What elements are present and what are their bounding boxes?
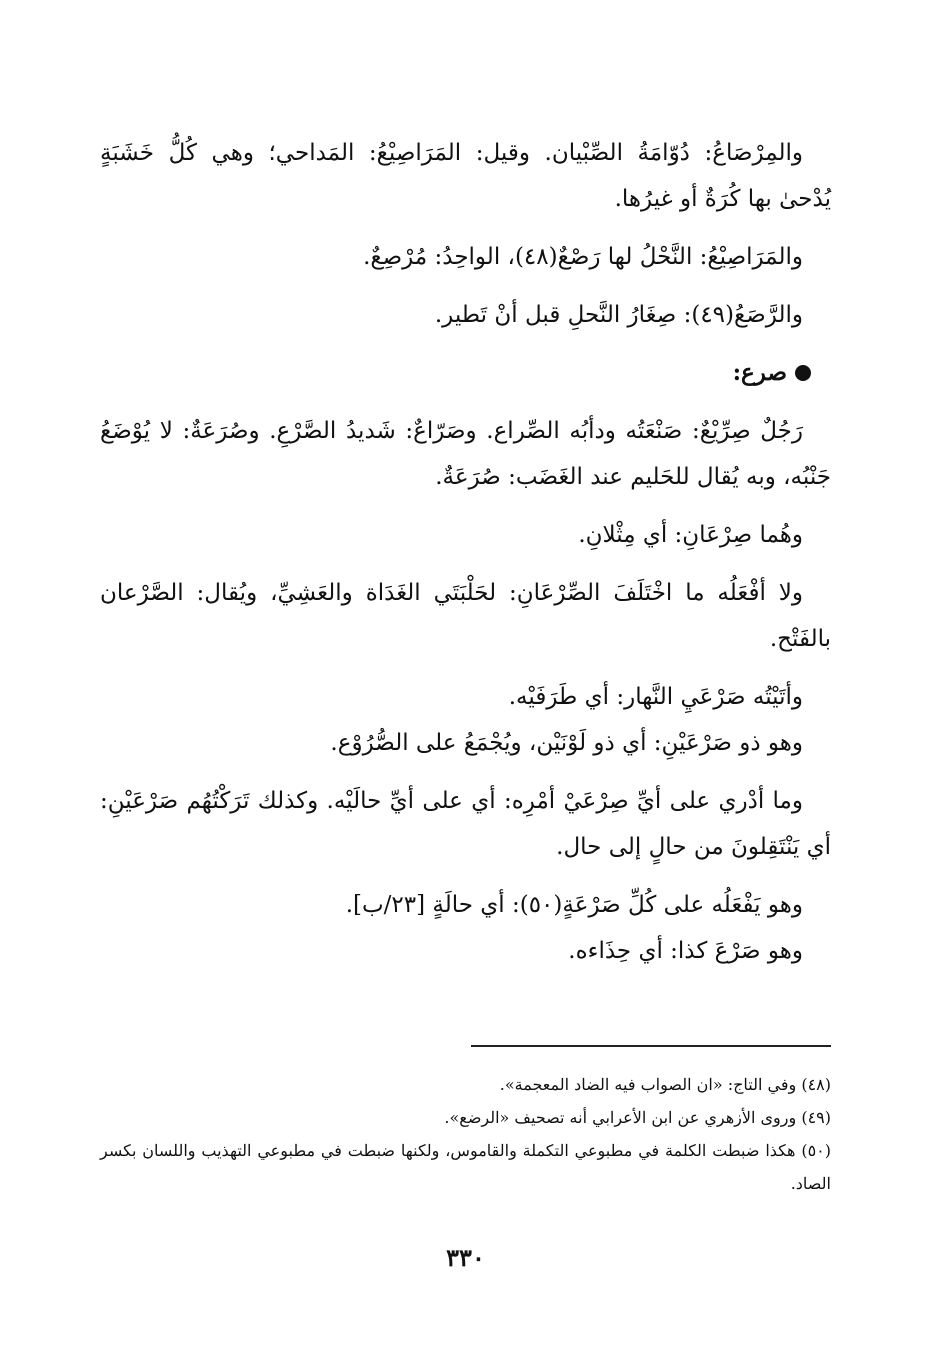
page-number: ٣٣٠	[446, 1243, 485, 1272]
footnote-49: (٤٩) وروى الأزهري عن ابن الأعرابي أنه تصحيف «الرضع».	[444, 1108, 831, 1127]
paragraph-siraan: وهُما صِرْعَانِ: أي مِثْلانِ.	[578, 522, 803, 548]
footnotes	[100, 1068, 831, 1200]
paragraph-dhu-sarayn: وهو ذو صَرْعَيْنِ: أي ذو لَوْنَيْن، ويُجْمَعُ على الصُّرُوْع.	[330, 730, 803, 756]
entry-heading	[100, 350, 831, 396]
entry-heading-text: صرع:	[732, 359, 787, 386]
footnote-50: (٥٠) هكذا ضبطت الكلمة في مطبوعي التكملة والقاموس، ولكنها ضبطت في مطبوعي التهذيب واللسان بكسر الصاد.	[100, 1141, 831, 1193]
paragraph-ma-adri: وما أدْري على أيِّ صِرْعَيْ أمْرِه: أي على أيِّ حالَيْه. وكذلك تَرَكْتُهُم صَرْعَيْنِ: أي يَنْتَقِلونَ من حالٍ إلى حال.	[100, 788, 831, 860]
main-text	[100, 130, 831, 986]
paragraph-huwa-sar: وهو صَرْعَ كذا: أي حِذَاءه.	[568, 938, 803, 964]
footnote-48: (٤٨) وفي التاج: «ان الصواب فيه الضاد المعجمة».	[499, 1075, 831, 1094]
paragraph-rasaa: والرَّصَعُ(٤٩): صِغَارُ النَّحلِ قبل أنْ تَطير.	[434, 302, 803, 328]
paragraph-maraseea: والمَرَاصِيْعُ: النَّحْلُ لها رَصْعٌ(٤٨)، الواحِدُ: مُرْصِعٌ.	[363, 244, 803, 270]
footnote-divider	[471, 1045, 831, 1047]
paragraph-sirreea: رَجُلٌ صِرِّيْعٌ: صَنْعَتُه ودأبُه الصِّراع. وصَرّاعٌ: شَديدُ الصَّرْعِ. وصُرَعَةٌ: لا يُوْضَعُ جَنْبُه، وبه يُقال للحَليم عند الغَضَب: صُرَعَةٌ.	[100, 418, 831, 490]
bullet-icon	[795, 365, 811, 381]
paragraph-mirsaa: والمِرْصَاعُ: دُوّامَةُ الصِّبْيان. وقيل: المَرَاصِيْعُ: المَداحي؛ وهي كُلُّ خَشَبَةٍ يُدْحىٰ بها كُرَةٌ أو غيرُها.	[100, 140, 831, 212]
paragraph-ikhtalaf: ولا أفْعَلُه ما اخْتَلَفَ الصِّرْعَانِ: لحَلْبَتَي الغَدَاة والعَشِيِّ، ويُقال: الصَّرْعان بالفَتْح.	[100, 580, 831, 652]
paragraph-saray-nahar: وأتَيْتُه صَرْعَيِ النَّهار: أي طَرَفَيْه.	[508, 684, 803, 710]
paragraph-yafaluh: وهو يَفْعَلُه على كُلِّ صَرْعَةٍ(٥٠): أي حالَةٍ [٢٣/ب].	[345, 892, 803, 918]
